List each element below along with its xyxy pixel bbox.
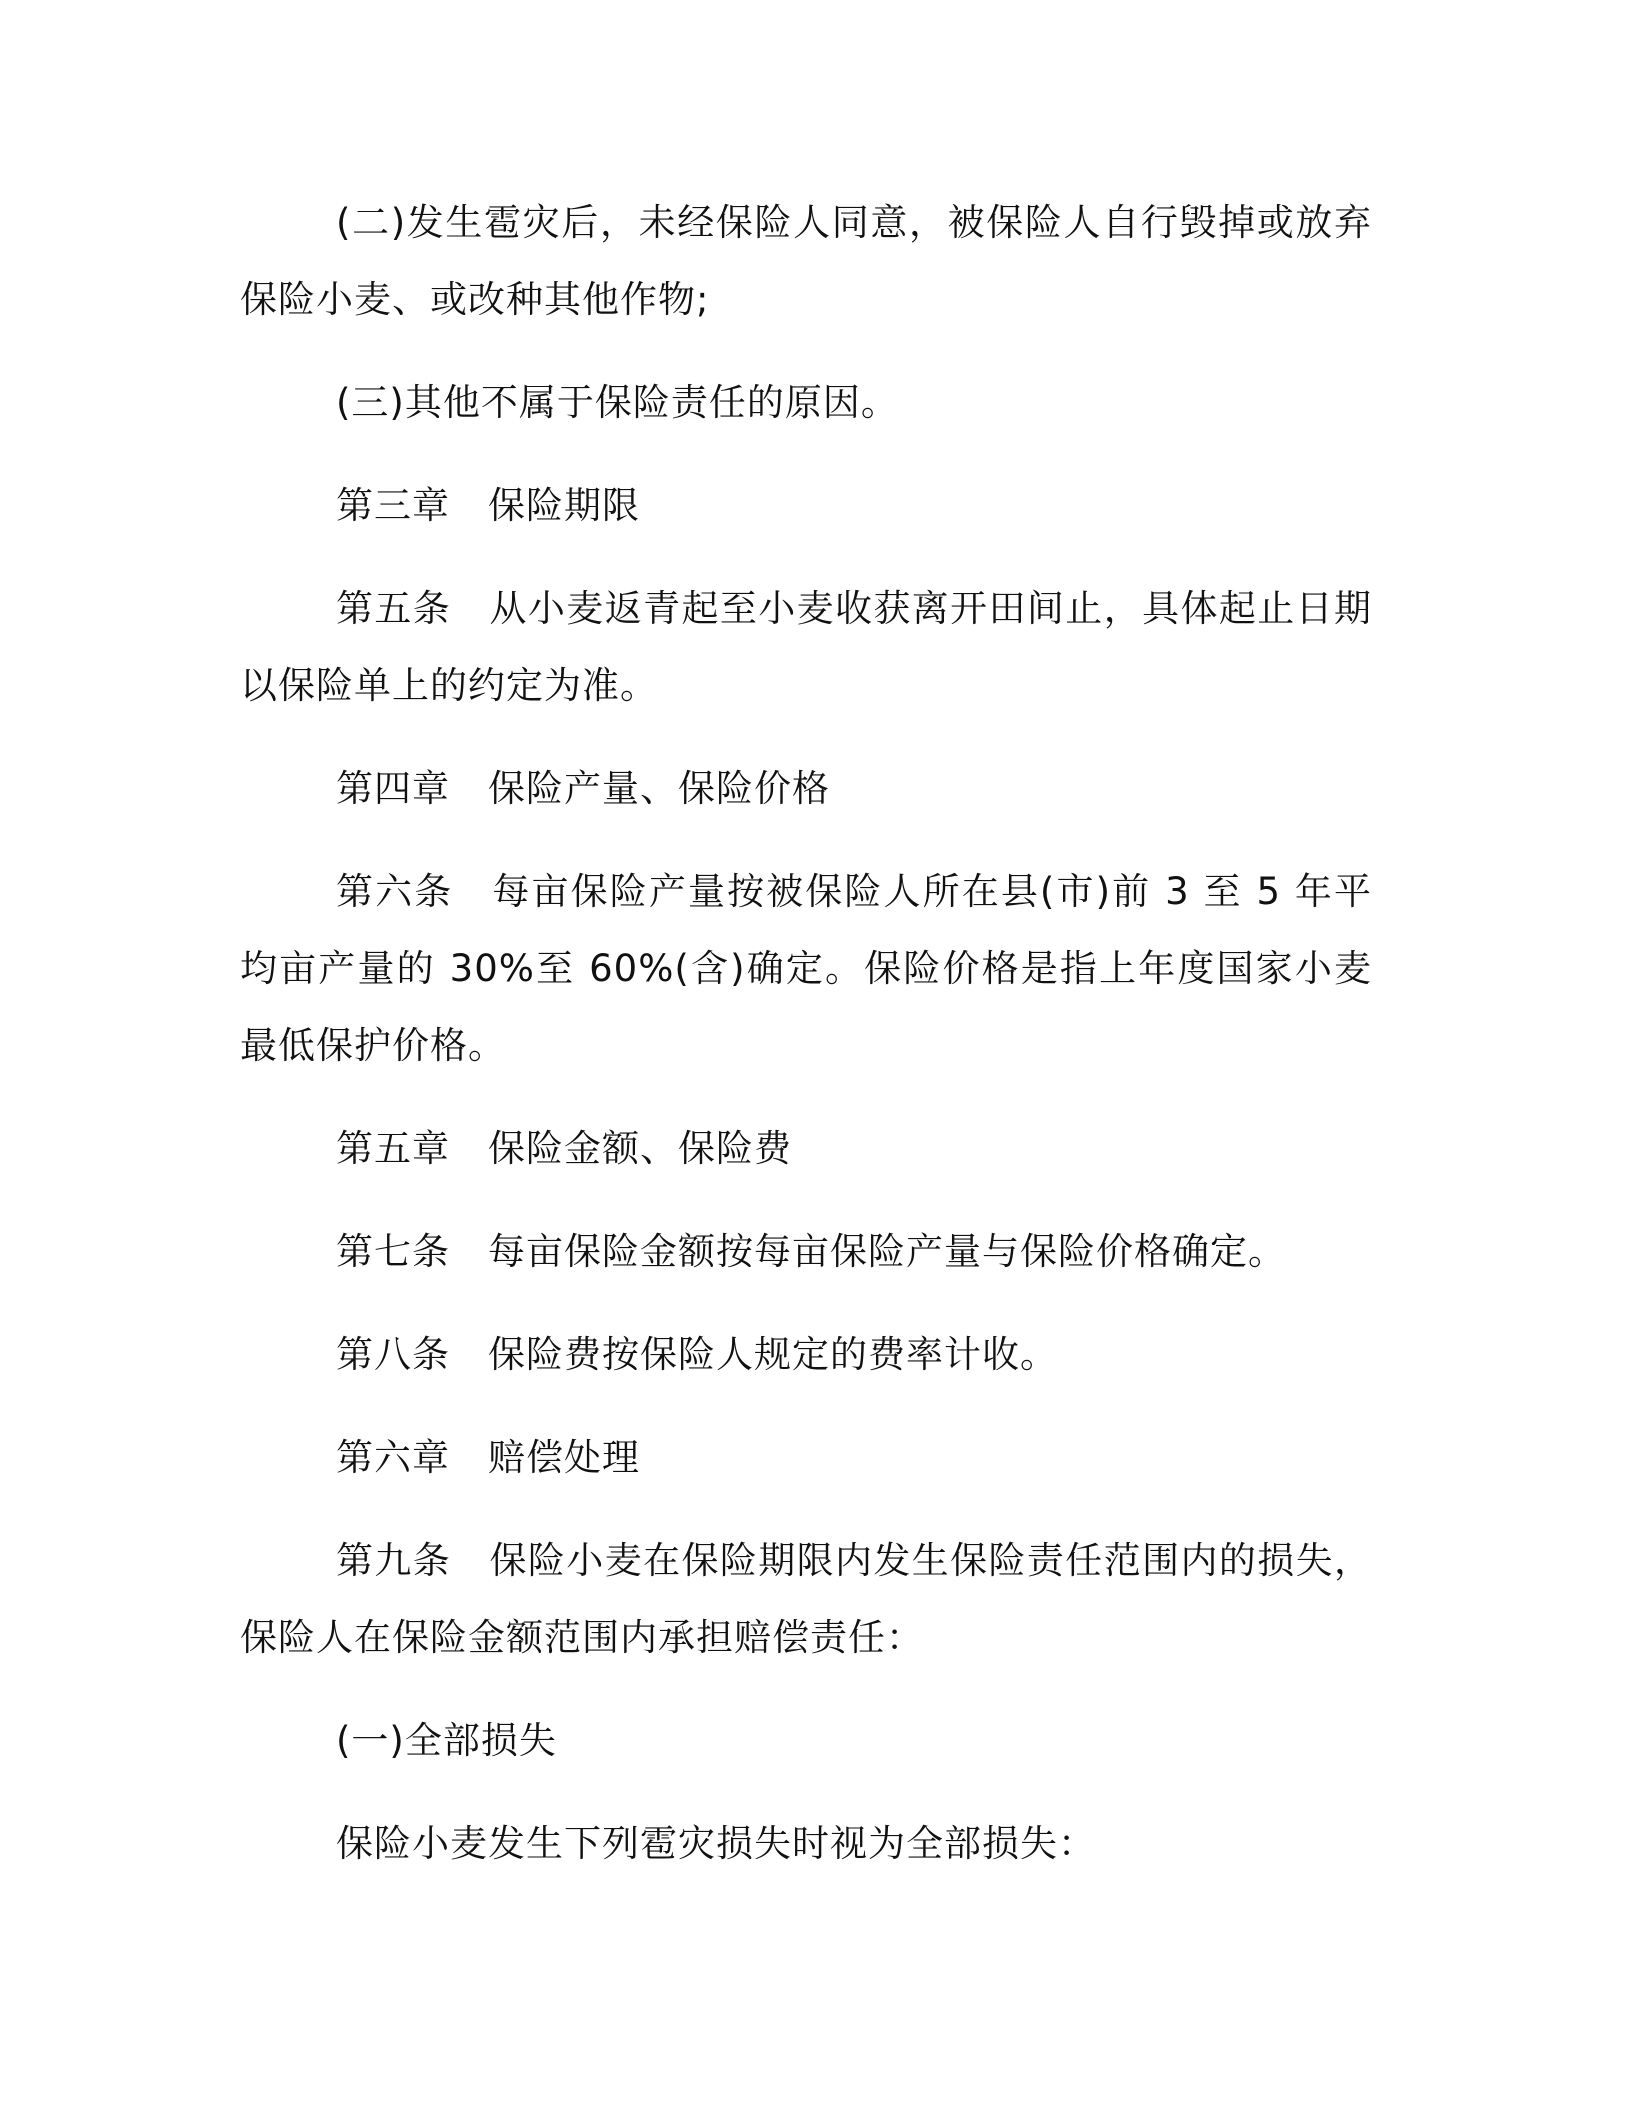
- chapter-3-heading: 第三章 保险期限: [336, 484, 640, 527]
- document-body: [240, 184, 1372, 1882]
- paragraph-item-2-clause: (二)发生雹灾后，未经保险人同意，被保险人自行毁掉或放弃保险小麦、或改种其他作物;: [240, 201, 1372, 321]
- paragraph-item-3-clause: (三)其他不属于保险责任的原因。: [336, 381, 899, 424]
- total-loss-subheading: (一)全部损失: [336, 1719, 557, 1762]
- article-8: 第八条 保险费按保险人规定的费率计收。: [336, 1333, 1058, 1376]
- total-loss-intro: 保险小麦发生下列雹灾损失时视为全部损失：: [336, 1822, 1096, 1865]
- chapter-5-heading: 第五章 保险金额、保险费: [336, 1127, 792, 1170]
- article-7: 第七条 每亩保险金额按每亩保险产量与保险价格确定。: [336, 1230, 1286, 1273]
- chapter-4-heading: 第四章 保险产量、保险价格: [336, 767, 830, 810]
- article-5: 第五条 从小麦返青起至小麦收获离开田间止，具体起止日期以保险单上的约定为准。: [240, 587, 1372, 707]
- article-6: 第六条 每亩保险产量按被保险人所在县(市)前 3 至 5 年平均亩产量的 30%至 60%(含)确定。保险价格是指上年度国家小麦最低保护价格。: [240, 870, 1372, 1067]
- chapter-6-heading: 第六章 赔偿处理: [336, 1436, 640, 1479]
- article-9: 第九条 保险小麦在保险期限内发生保险责任范围内的损失，保险人在保险金额范围内承担赔偿责任：: [240, 1539, 1372, 1659]
